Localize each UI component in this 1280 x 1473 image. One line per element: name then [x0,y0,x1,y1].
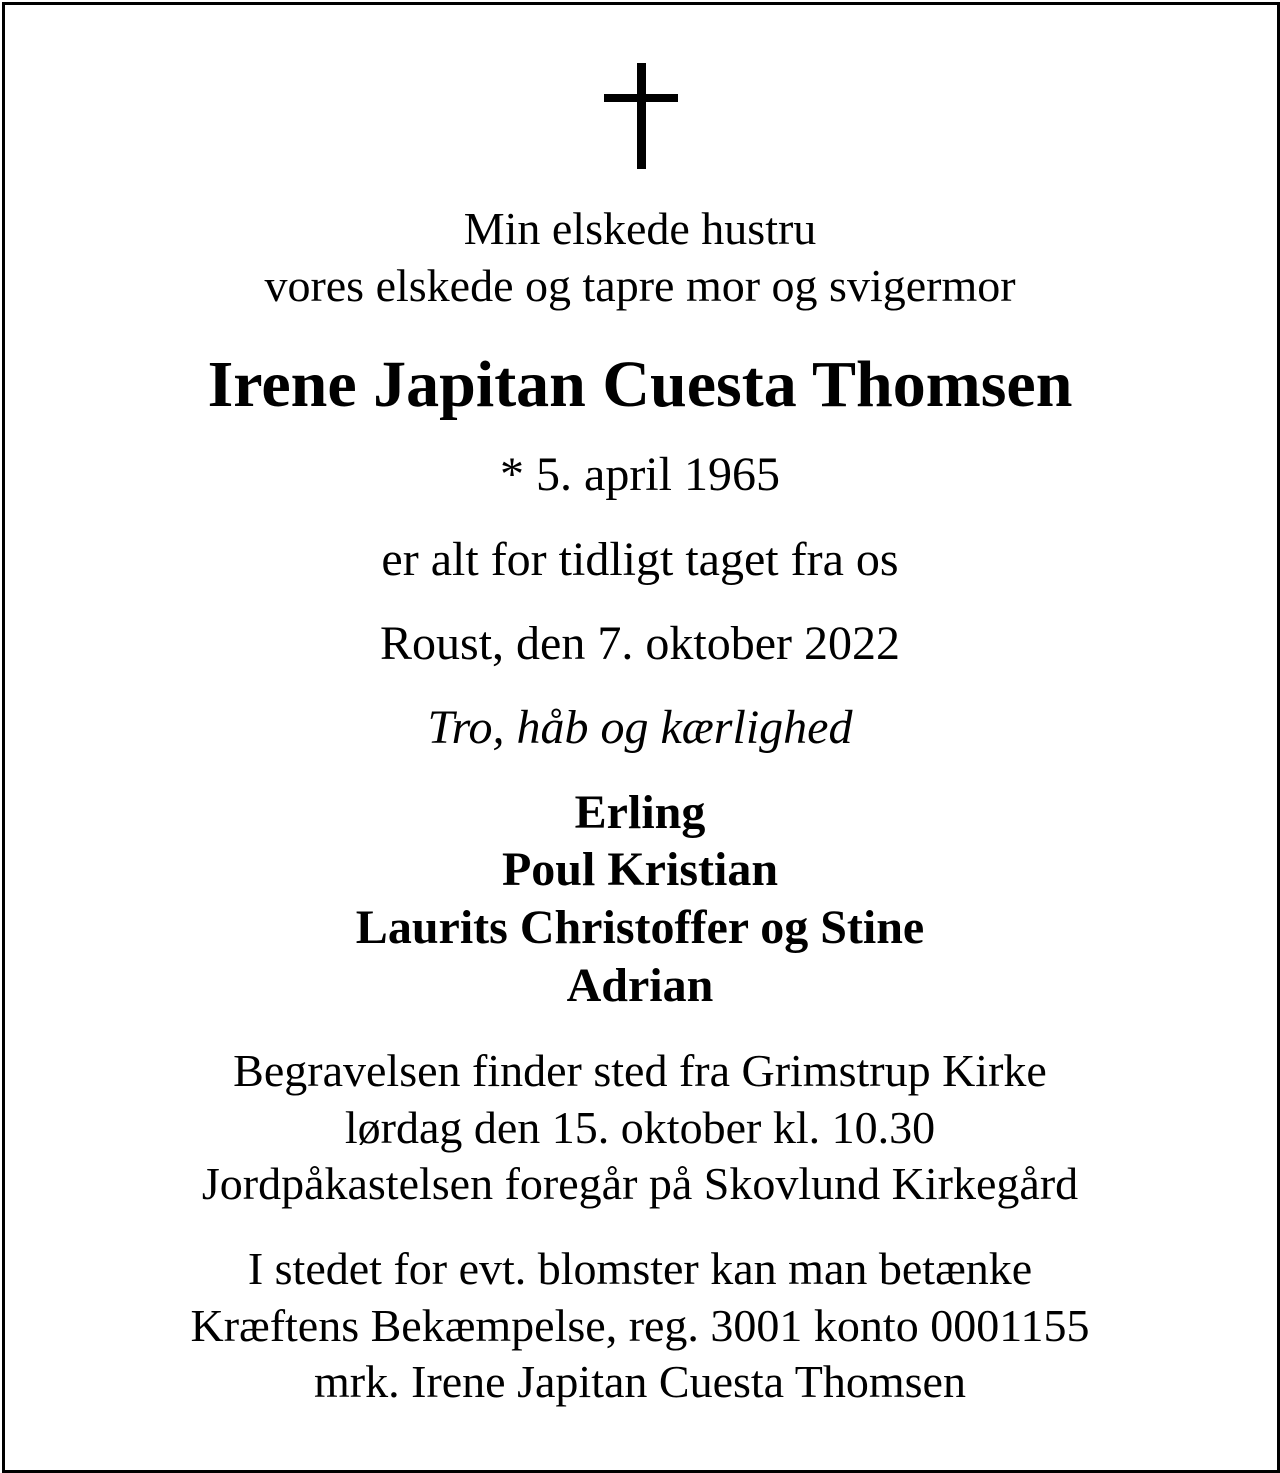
donation-line-1: I stedet for evt. blomster kan man betænke [247,1243,1033,1294]
birth-date: * 5. april 1965 [500,448,780,501]
donation-line-2: Kræftens Bekæmpelse, reg. 3001 konto 0001155 [190,1300,1090,1351]
funeral-line-3: Jordpåkastelsen foregår på Skovlund Kirkegård [201,1158,1079,1209]
intro-line-1: Min elskede hustru [463,203,817,254]
passing-text: er alt for tidligt taget fra os [381,533,899,586]
signatory-4: Adrian [566,959,714,1012]
deceased-name: Irene Japitan Cuesta Thomsen [207,348,1073,421]
funeral-line-1: Begravelsen finder sted fra Grimstrup Kirke [233,1045,1047,1096]
signatory-2: Poul Kristian [501,843,779,896]
intro-line-2: vores elskede og tapre mor og svigermor [264,260,1016,311]
signatory-1: Erling [574,786,706,839]
funeral-line-2: lørdag den 15. oktober kl. 10.30 [344,1102,936,1153]
cross-icon [604,63,678,169]
motto: Tro, håb og kærlighed [427,701,853,754]
donation-line-3: mrk. Irene Japitan Cuesta Thomsen [314,1356,966,1407]
signatory-3: Laurits Christoffer og Stine [355,901,925,954]
place-date: Roust, den 7. oktober 2022 [380,617,900,670]
